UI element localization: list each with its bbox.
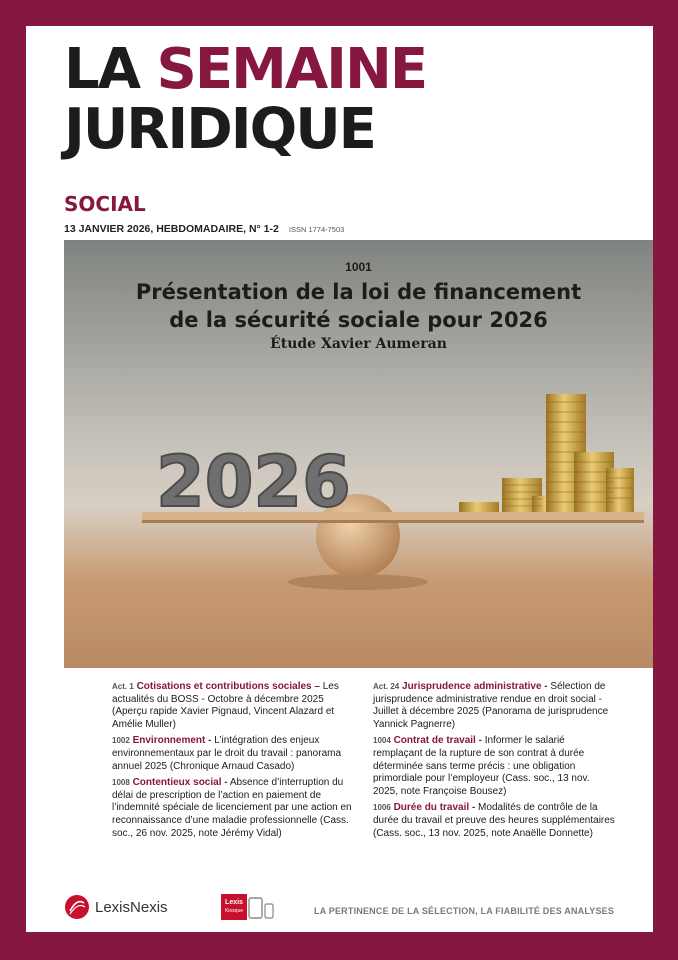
- lexis-kiosque-badge: [221, 894, 275, 920]
- masthead-line-2: JURIDIQUE: [64, 97, 375, 162]
- article-number: 1001: [345, 260, 372, 274]
- article-title: Présentation de la loi de financement de la sécurité sociale pour 2026: [135, 280, 582, 332]
- issn: ISSN 1774-7503: [288, 225, 345, 234]
- cover-page: [26, 26, 653, 932]
- publisher-name: LexisNexis: [95, 898, 168, 916]
- issue-info: [64, 223, 344, 235]
- kiosque-logo: Lexis Kiosque: [221, 894, 247, 920]
- tagline: LA PERTINENCE DE LA SÉLECTION, LA FIABILITÉ DES ANALYSES: [314, 906, 615, 916]
- toc-item: 1008 Contentieux social - Absence d’interruption du délai de prescription de l’action en paiement de l’indemnité spéciale de licenciement par une action en reconnaissance d’une maladie professionnelle (Cass. soc., 26 nov. 2025, note Jérémy Vidal): [112, 777, 352, 839]
- section-title: SOCIAL: [64, 192, 146, 216]
- lexisnexis-logo: [64, 894, 168, 920]
- year-sculpture: 2026: [156, 441, 351, 523]
- devices-icon: [247, 896, 275, 920]
- toc-item: 1006 Durée du travail - Modalités de contrôle de la durée du travail et preuve des heures supplémentaires (Cass. soc., 13 nov. 2025, note Anaëlle Donnette): [373, 802, 615, 839]
- issue-date: 13 JANVIER 2026, HEBDOMADAIRE, N° 1-2: [64, 223, 279, 235]
- toc-column-left: [112, 681, 356, 844]
- toc-item: 1002 Environnement - L’intégration des enjeux environnementaux par le droit du travail : panorama annuel 2025 (Chronique Arnaud Casado): [112, 735, 342, 772]
- toc-item: Act. 24 Jurisprudence administrative - Sélection de jurisprudence administrative rendue en droit social - Juillet à décembre 2025 (Panorama de jurisprudence Yannick Pagnerre): [373, 681, 609, 730]
- toc-item: Act. 1 Cotisations et contributions sociales – Les actualités du BOSS - Octobre à décembre 2025 (Aperçu rapide Xavier Pignaud, Vincent Alazard et Amélie Muller): [112, 681, 339, 730]
- masthead-line-1: LA SEMAINE: [64, 37, 427, 102]
- article-author: Étude Xavier Aumeran: [270, 336, 447, 352]
- masthead: [64, 37, 427, 162]
- toc-column-right: [373, 681, 615, 844]
- lexisnexis-emblem-icon: [64, 894, 90, 920]
- toc-item: 1004 Contrat de travail - Informer le salarié remplaçant de la rupture de son contrat à durée déterminée sans terme précis : une obligation primordiale pour l’employeur (Cass. soc., 13 nov. 2025, note Françoise Bousez): [373, 735, 590, 797]
- cover-photo: [64, 240, 653, 668]
